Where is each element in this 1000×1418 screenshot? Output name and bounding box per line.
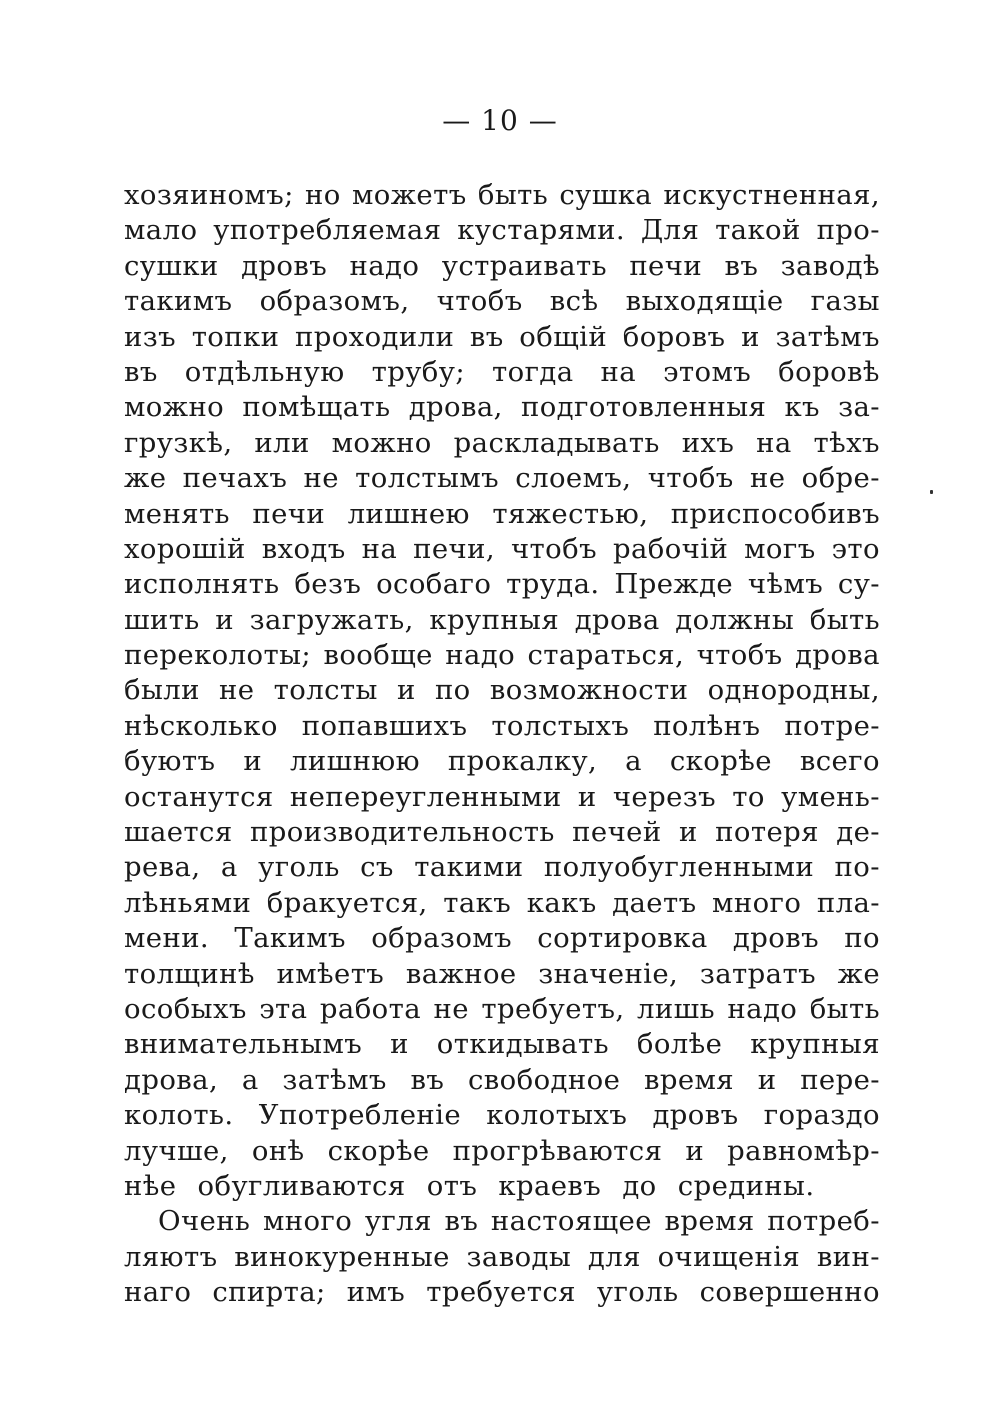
text-line: сушки дровъ надо устраивать печи въ заводѣ bbox=[124, 249, 880, 282]
text-line: лѣньями бракуется, такъ какъ даетъ много пла- bbox=[124, 886, 880, 919]
text-line: шить и загружать, крупныя дрова должны быть bbox=[124, 603, 880, 636]
text-line: останутся непереугленными и черезъ то умень- bbox=[124, 780, 880, 813]
text-line: лучше, онѣ скорѣе прогрѣваются и равномѣр- bbox=[124, 1134, 880, 1167]
paragraph-1 bbox=[124, 178, 880, 1204]
text-line: переколоты; вообще надо стараться, чтобъ дрова bbox=[124, 639, 880, 672]
page-number: — 10 — bbox=[442, 104, 558, 137]
text-line: особыхъ эта работа не требуетъ, лишь надо быть bbox=[124, 992, 880, 1025]
text-line: наго спирта; имъ требуется уголь совершенно bbox=[124, 1276, 880, 1309]
text-line: менять печи лишнею тяжестью, приспособивъ bbox=[124, 497, 880, 530]
print-speck bbox=[930, 490, 933, 494]
text-line: мени. Такимъ образомъ сортировка дровъ по bbox=[124, 922, 880, 955]
text-line: нѣсколько попавшихъ толстыхъ полѣнъ потре- bbox=[124, 709, 880, 742]
body-text bbox=[124, 178, 880, 1311]
text-line: дрова, а затѣмъ въ свободное время и пере- bbox=[124, 1063, 880, 1096]
text-line: внимательнымъ и откидывать болѣе крупныя bbox=[124, 1028, 880, 1061]
text-line: рева, а уголь съ такими полуобугленными по- bbox=[124, 851, 880, 884]
text-line: исполнять безъ особаго труда. Прежде чѣмъ су- bbox=[124, 568, 880, 601]
text-line: колоть. Употребленіе колотыхъ дровъ гораздо bbox=[124, 1099, 880, 1132]
text-line: ляютъ винокуренные заводы для очищенія вин- bbox=[124, 1240, 880, 1273]
text-line: можно помѣщать дрова, подготовленныя къ за- bbox=[124, 391, 880, 424]
text-line: нѣе обугливаются отъ краевъ до средины. bbox=[124, 1169, 815, 1202]
text-line: были не толсты и по возможности однородны, bbox=[124, 674, 880, 707]
text-line: такимъ образомъ, чтобъ всѣ выходящіе газы bbox=[124, 285, 880, 318]
paragraph-2 bbox=[124, 1204, 880, 1310]
text-line: буютъ и лишнюю прокалку, а скорѣе всего bbox=[124, 745, 880, 778]
text-line: мало употребляемая кустарями. Для такой про- bbox=[124, 214, 880, 247]
text-line: толщинѣ имѣетъ важное значеніе, затратъ же bbox=[124, 957, 880, 990]
text-line: Очень много угля въ настоящее время потреб- bbox=[158, 1205, 880, 1238]
text-line: хорошій входъ на печи, чтобъ рабочій могъ это bbox=[124, 532, 880, 565]
text-line: въ отдѣльную трубу; тогда на этомъ боровѣ bbox=[124, 355, 880, 388]
text-line: же печахъ не толстымъ слоемъ, чтобъ не обре- bbox=[124, 462, 880, 495]
text-line: изъ топки проходили въ общій боровъ и затѣмъ bbox=[124, 320, 880, 353]
text-line: грузкѣ, или можно раскладывать ихъ на тѣхъ bbox=[124, 426, 880, 459]
text-line: хозяиномъ; но можетъ быть сушка искустненная, bbox=[124, 179, 880, 211]
text-line: шается производительность печей и потеря де- bbox=[124, 816, 880, 849]
